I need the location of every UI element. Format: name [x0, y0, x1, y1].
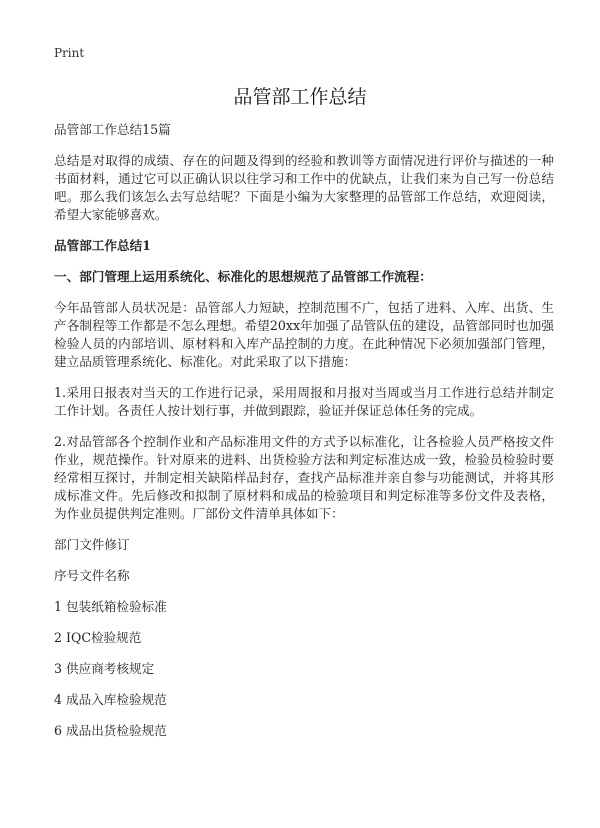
intro-paragraph: 总结是对取得的成绩、存在的问题及得到的经验和教训等方面情况进行评价与描述的一种书面材料，通过它可以正确认识以往学习和工作中的优缺点，让我们来为自己写一份总结吧。那么我们该怎么去写总结呢？下面是小编为大家整理的品管部工作总结，欢迎阅读，希望大家能够喜欢。 — [54, 153, 554, 222]
file-list-item: 1 包装纸箱检验标准 — [54, 599, 167, 614]
section-heading-1: 一、部门管理上运用系统化、标准化的思想规范了品管部工作流程： — [54, 269, 432, 284]
document-subtitle: 品管部工作总结15篇 — [54, 122, 171, 137]
file-list-item: 2 IQC检验规范 — [54, 630, 142, 645]
file-list-item: 4 成品入库检验规范 — [54, 692, 167, 707]
document-body — [54, 121, 554, 753]
measure-item-2: 2.对品管部各个控制作业和产品标准用文件的方式予以标准化，让各检验人员严格按文件作业，规范操作。针对原来的进料、出货检验方法和判定标准达成一致，检验员检验时要经常相互探讨，并制定相关缺陷样品封存，查找产品标准并亲自参与功能测试，并将其形成标准文件。先后修改和拟制了原材料和成品的检验项目和判定标准等多份文件及表格，为作业员提供判定准则。厂部份文件清单具体如下： — [54, 434, 554, 521]
file-table-header: 序号文件名称 — [54, 568, 130, 583]
measure-item-1: 1.采用日报表对当天的工作进行记录，采用周报和月报对当周或当月工作进行总结并制定工作计划。各责任人按计划行事，并做到跟踪，验证并保证总体任务的完成。 — [54, 385, 554, 418]
print-link[interactable]: Print — [54, 46, 85, 60]
section-title: 品管部工作总结1 — [54, 238, 151, 253]
paragraph-1: 今年品管部人员状况是：品管部人力短缺，控制范围不广，包括了进料、入库、出货、生产各制程等工作都是不怎么理想。希望20xx年加强了品管队伍的建设，品管部同时也加强检验人员的内部培训、原材料和入库产品控制的力度。在此种情况下必须加强部门管理，建立品质管理系统化、标准化。对此采取了以下措施： — [54, 300, 554, 369]
file-list-item: 6 成品出货检验规范 — [54, 723, 167, 738]
doc-revision-label: 部门文件修订 — [54, 537, 130, 552]
page-title: 品管部工作总结 — [233, 86, 367, 108]
file-list-item: 3 供应商考核规定 — [54, 661, 155, 676]
